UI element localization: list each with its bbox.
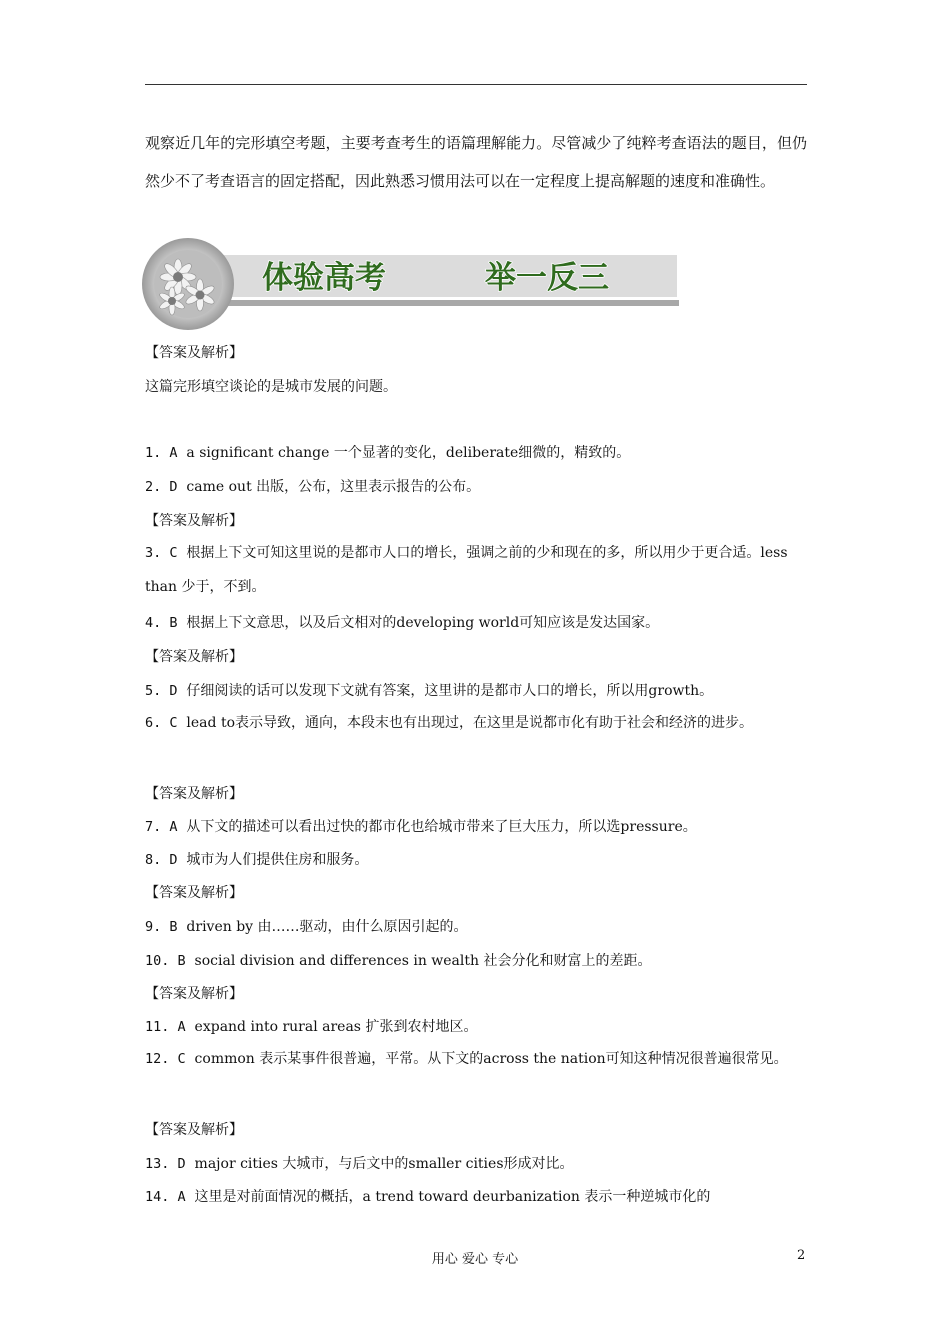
footer-motto: 用心 爱心 专心 — [431, 1252, 519, 1267]
answer-heading: 【答案及解析】 — [145, 649, 243, 665]
answer-line: 1. A a significant change 一个显著的变化，deliberate细微的，精致的。 — [145, 445, 631, 461]
answer-line: 12. C common 表示某事件很普遍，平常。从下文的across the nation可知这种情况很普遍很常见。 — [145, 1051, 788, 1067]
banner-title-right: 举一反三 — [485, 260, 609, 296]
page-number: 2 — [797, 1248, 806, 1263]
header-rule — [145, 84, 807, 85]
answer-line: 14. A 这里是对前面情况的概括，a trend toward deurbanization 表示一种逆城市化的 — [145, 1189, 711, 1205]
intro-paragraph: 观察近几年的完形填空考题，主要考查考生的语篇理解能力。尽管减少了纯粹考查语法的题目，但仍然少不了考查语言的固定搭配，因此熟悉习惯用法可以在一定程度上提高解题的速度和准确性。 — [145, 134, 807, 190]
answer-heading: 【答案及解析】 — [145, 885, 243, 901]
answer-heading: 【答案及解析】 — [145, 986, 243, 1002]
summary-line: 这篇完形填空谈论的是城市发展的问题。 — [145, 379, 397, 395]
answer-line: 5. D 仔细阅读的话可以发现下文就有答案，这里讲的是都市人口的增长，所以用growth。 — [145, 683, 714, 699]
answer-line: 13. D major cities 大城市，与后文中的smaller cities形成对比。 — [145, 1156, 574, 1172]
answer-line: 3. C 根据上下文可知这里说的是都市人口的增长，强调之前的少和现在的多，所以用少于更合适。less than 少于，不到。 — [145, 545, 788, 595]
answer-heading: 【答案及解析】 — [145, 513, 243, 529]
answer-line: 8. D 城市为人们提供住房和服务。 — [145, 852, 369, 868]
answer-line: 9. B driven by 由……驱动，由什么原因引起的。 — [145, 919, 468, 935]
answer-heading: 【答案及解析】 — [145, 786, 243, 802]
answer-line: 10. B social division and differences in wealth 社会分化和财富上的差距。 — [145, 953, 652, 969]
section-banner — [142, 232, 682, 332]
answer-heading: 【答案及解析】 — [145, 345, 243, 361]
answer-heading: 【答案及解析】 — [145, 1122, 243, 1138]
answer-line: 11. A expand into rural areas 扩张到农村地区。 — [145, 1019, 478, 1035]
answer-line: 4. B 根据上下文意思，以及后文相对的developing world可知应该是发达国家。 — [145, 615, 660, 631]
answer-line: 7. A 从下文的描述可以看出过快的都市化也给城市带来了巨大压力，所以选pressure。 — [145, 819, 697, 835]
banner-title-left: 体验高考 — [262, 260, 386, 296]
answer-line: 6. C lead to表示导致，通向，本段末也有出现过，在这里是说都市化有助于社会和经济的进步。 — [145, 715, 753, 731]
answer-line: 2. D came out 出版，公布，这里表示报告的公布。 — [145, 479, 481, 495]
